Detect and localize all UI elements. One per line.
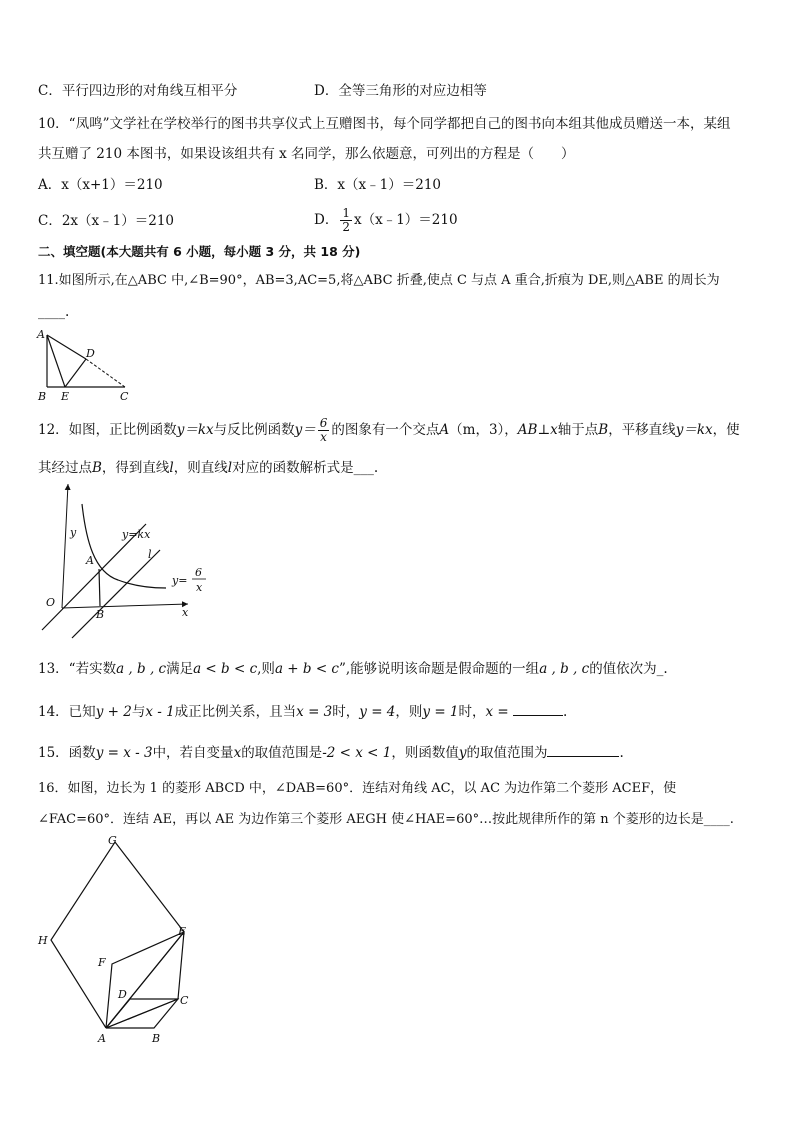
q16-label-h: H — [38, 934, 48, 947]
q12-label-a: A — [86, 554, 94, 567]
q12-label-b: B — [96, 608, 105, 621]
q14-answer-blank — [513, 701, 563, 716]
q10-option-b: B．x（x﹣1）＝210 — [314, 177, 442, 193]
q11-label-d: D — [86, 347, 95, 360]
q10-option-c: C．2x（x﹣1）＝210 — [38, 213, 175, 229]
q10-option-d-denominator: 2 — [342, 220, 350, 234]
q16-label-b: B — [152, 1032, 161, 1045]
q12-label-origin: O — [46, 596, 56, 609]
q16-label-a: A — [98, 1032, 106, 1045]
q9-option-d: D．全等三角形的对应边相等 — [314, 83, 487, 99]
q12-stem-line1: 12．如图，正比例函数y＝kx与反比例函数y＝ $\frac{6}{x}$ 的图象有一个交点A（m，3），AB⊥x轴于点B，平移直线y＝kx，使 — [38, 416, 740, 444]
q16-label-f: F — [98, 956, 106, 969]
q16-label-c: C — [180, 994, 189, 1007]
q16-label-g: G — [108, 834, 117, 847]
q11-label-a: A — [37, 328, 45, 341]
q15-answer-blank — [547, 742, 619, 757]
q10-option-a: A．x（x+1）＝210 — [38, 177, 163, 193]
q16-stem-line2: ∠FAC=60°．连结 AE，再以 AE 为边作第三个菱形 AEGH 使∠HAE=60°…按此规律所作的第 n 个菱形的边长是____. — [38, 812, 734, 827]
section-heading-fill-in: 二、填空题(本大题共有 6 小题，每小题 3 分，共 18 分) — [38, 244, 361, 259]
q11-label-e: E — [61, 390, 70, 403]
q11-stem-line2: ____. — [38, 304, 70, 320]
q12-label-recip: y= — [172, 574, 188, 587]
q12-function-graph — [38, 480, 218, 642]
q13-stem: 13．“若实数a , b , c满足a < b < c,则a + b < c”,能够说明该命题是假命题的一组a , b , c的值依次为_. — [38, 661, 668, 677]
q12-frac-denominator: x — [320, 430, 327, 444]
q12-label-recip-den: x — [196, 581, 203, 594]
q11-stem-line1: 11.如图所示,在△ABC 中,∠B=90°，AB=3,AC=5,将△ABC 折叠,使点 C 与点 A 重合,折痕为 DE,则△ABE 的周长为 — [38, 273, 720, 288]
q14-stem: 14．已知y + 2与x - 1成正比例关系，且当x = 3时，y = 4，则y = 1时，x = . — [38, 701, 567, 722]
q9-option-c: C．平行四边形的对角线互相平分 — [38, 83, 238, 99]
q16-label-e: E — [178, 925, 187, 938]
q11-label-c: C — [120, 390, 129, 403]
q11-triangle-figure — [34, 326, 134, 404]
q16-label-d: D — [118, 988, 127, 1001]
q15-stem: 15．函数y = x - 3中，若自变量x的取值范围是-2 < x < 1，则函数值y的取值范围为 . — [38, 742, 624, 763]
q11-label-b: B — [38, 390, 47, 403]
q12-label-ykx: y=kx — [122, 528, 151, 541]
q16-rhombus-figure — [34, 832, 204, 1048]
q12-label-recip-num: 6 — [195, 566, 202, 579]
q12-label-l: l — [148, 548, 152, 561]
q10-option-d-numerator: 1 — [342, 206, 350, 220]
q12-frac-numerator: 6 — [319, 416, 328, 430]
q10-stem-line1: 10．“凤鸣”文学社在学校举行的图书共享仪式上互赠图书，每个同学都把自己的图书向本组其他成员赠送一本，某组 — [38, 116, 731, 132]
q12-label-x-axis: x — [182, 606, 189, 619]
q12-stem-line2: 其经过点B，得到直线l，则直线l对应的函数解析式是___. — [38, 460, 379, 476]
q16-stem-line1: 16．如图，边长为 1 的菱形 ABCD 中，∠DAB=60°．连结对角线 AC，以 AC 为边作第二个菱形 ACEF，使 — [38, 781, 677, 796]
q10-stem-line2: 共互赠了 210 本图书，如果设该组共有 x 名同学，那么依题意，可列出的方程是（ ） — [38, 146, 575, 162]
q10-option-d: D． $\frac{1}{2}$ x（x﹣1）＝210 — [314, 206, 458, 234]
q12-label-y-axis: y — [70, 526, 77, 539]
